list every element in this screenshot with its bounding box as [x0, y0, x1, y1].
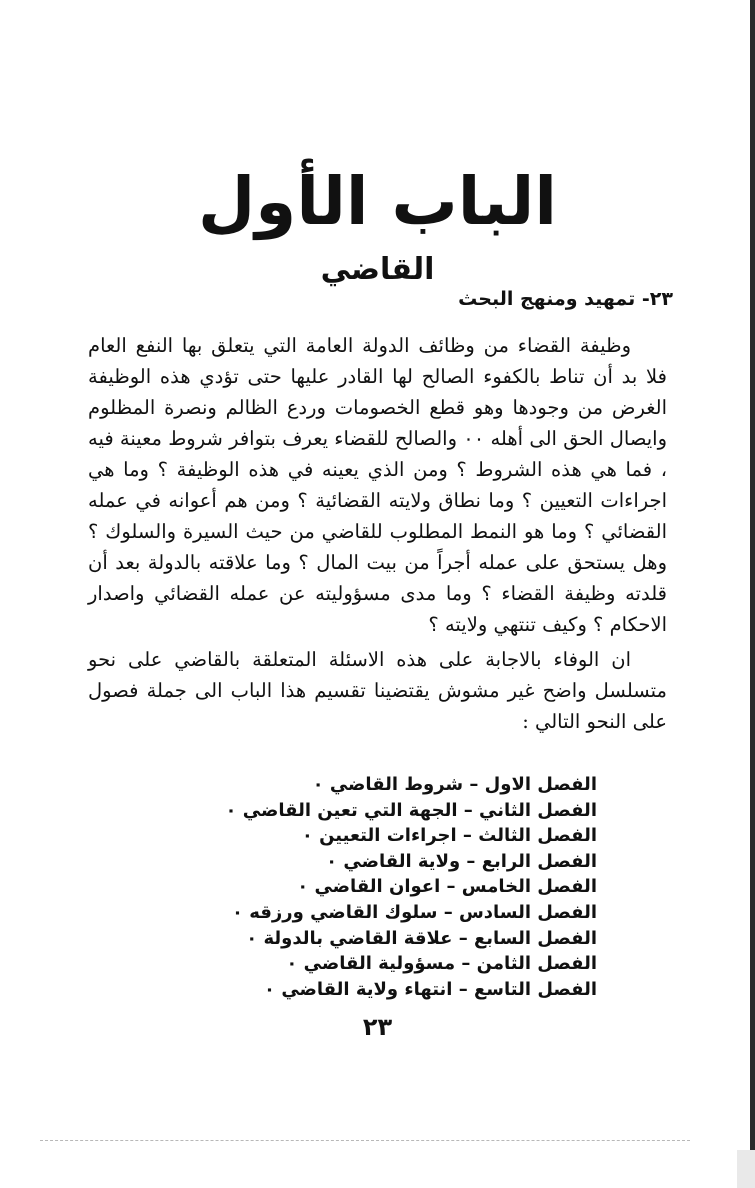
contents-item: الفصل الرابع – ولاية القاضي ٠ [326, 850, 597, 872]
body-text [88, 330, 667, 737]
section-heading: ٢٣- تمهيد ومنهج البحث [458, 288, 673, 310]
paragraph-intro: وظيفة القضاء من وظائف الدولة العامة التي يتعلق بها النفع العام فلا بد أن تناط بالكفوء الصالح لها القادر عليها حتى تؤدي هذه الوظيفة الغرض من وجودها وهو قطع الخصومات وردع الظالم ونصرة المظلوم وايصال الحق الى أهله ٠٠ والصالح للقضاء يعرف بتوافر شروط معينة فيه ، فما هي هذه الشروط ؟ ومن الذي يعينه في هذه الوظيفة ؟ وما هي اجراءات التعيين ؟ وما نطاق ولايته القضائية ؟ ومن هم أعوانه في عمله القضائي ؟ وما هو النمط المطلوب للقاضي من حيث السيرة والسلوك ؟ وهل يستحق على عمله أجراً من بيت المال ؟ وما علاقته بالدولة بعد أن قلدته وظيفة القضاء ؟ وما مدى مسؤوليته عن عمله القضائي واصدار الاحكام ؟ وكيف تنتهي ولايته ؟ [88, 334, 667, 636]
contents-item: الفصل الاول – شروط القاضي ٠ [312, 774, 597, 795]
scan-artifact-edge [750, 0, 755, 1188]
chapter-title: الباب الأول [198, 163, 557, 240]
scan-artifact-corner [737, 1150, 755, 1188]
chapter-subtitle: القاضي [320, 252, 435, 287]
contents-item: الفصل السابع – علاقة القاضي بالدولة ٠ [246, 927, 597, 949]
contents-item: الفصل الثالث – اجراءات التعيين ٠ [301, 825, 597, 847]
paragraph-plan: ان الوفاء بالاجابة على هذه الاسئلة المتعلقة بالقاضي على نحو متسلسل واضح غير مشوش يقتضينا تقسيم هذا الباب الى جملة فصول على النحو التالي : [88, 648, 667, 733]
page-number: ٢٣ [362, 1013, 393, 1041]
contents-item: الفصل الثامن – مسؤولية القاضي ٠ [286, 953, 597, 975]
contents-item: الفصل الثاني – الجهة التي تعين القاضي ٠ [225, 799, 597, 821]
contents-item: الفصل السادس – سلوك القاضي ورزقه ٠ [231, 901, 597, 923]
contents-item: الفصل التاسع – انتهاء ولاية القاضي ٠ [264, 978, 597, 1000]
contents-item: الفصل الخامس – اعوان القاضي ٠ [297, 876, 597, 898]
chapter-contents-list [226, 772, 597, 1002]
scan-artifact-rule [40, 1140, 690, 1141]
